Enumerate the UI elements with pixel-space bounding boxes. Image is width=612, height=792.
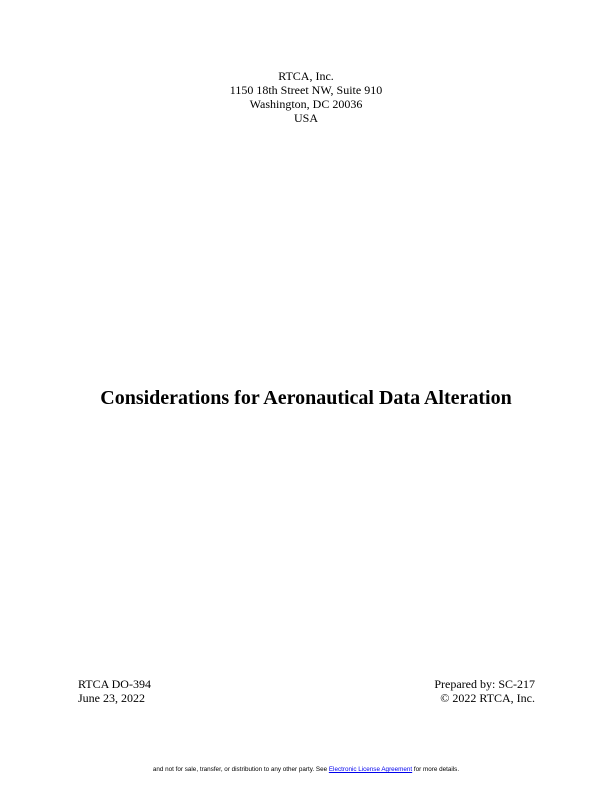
document-identification <box>78 677 151 705</box>
license-notice-prefix: and not for sale, transfer, or distribution to any other party. See <box>152 766 328 773</box>
license-notice-suffix: for more details. <box>413 766 460 773</box>
license-notice <box>0 766 612 774</box>
publisher-address <box>0 69 612 125</box>
prepared-by: Prepared by: SC-217 <box>434 677 535 691</box>
document-date: June 23, 2022 <box>78 691 145 705</box>
publisher-city: Washington, DC 20036 <box>249 97 363 111</box>
publisher-street: 1150 18th Street NW, Suite 910 <box>229 83 383 97</box>
copyright-notice: © 2022 RTCA, Inc. <box>440 691 535 705</box>
document-number: RTCA DO-394 <box>78 677 151 691</box>
publisher-country: USA <box>293 111 318 125</box>
publisher-name: RTCA, Inc. <box>278 69 334 83</box>
license-agreement-link[interactable]: Electronic License Agreement <box>328 766 413 773</box>
document-attribution <box>434 677 535 705</box>
document-title: Considerations for Aeronautical Data Alteration <box>100 387 512 409</box>
